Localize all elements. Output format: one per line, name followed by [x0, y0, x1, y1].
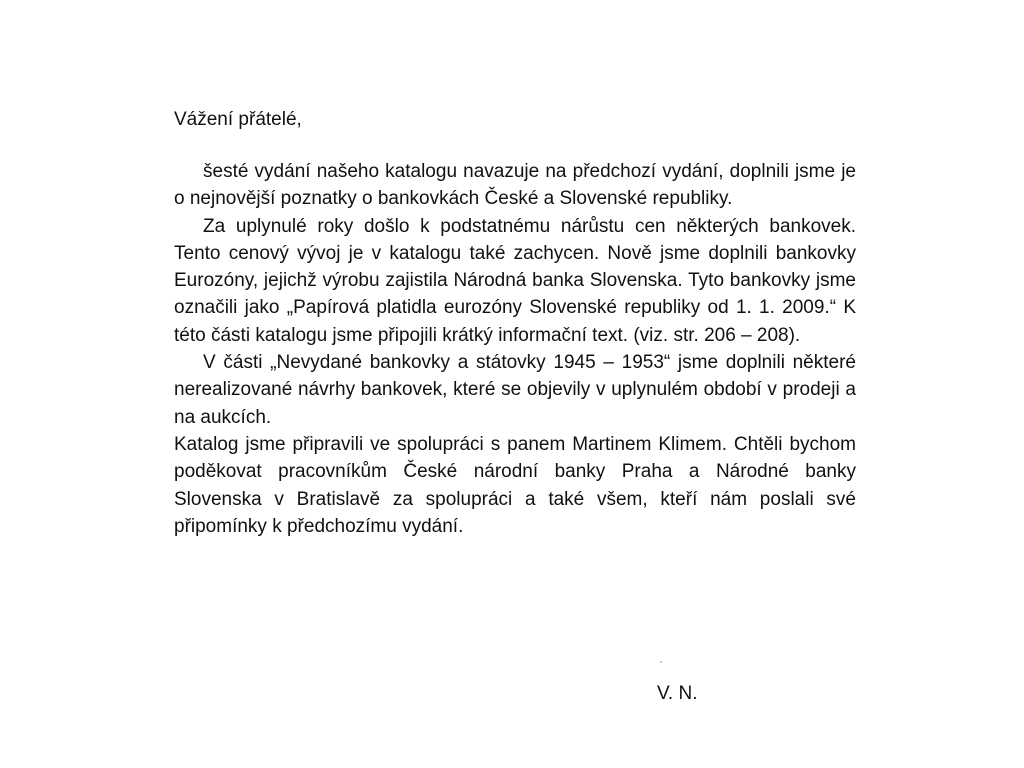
signature: V. N.	[657, 683, 698, 704]
salutation: Vážení přátelé,	[174, 109, 302, 130]
scan-speck	[660, 661, 662, 663]
letter-body	[174, 158, 856, 540]
paragraph-prices: Za uplynulé roky došlo k podstatnému nárůstu cen některých bankovek. Tento cenový vývoj je v katalogu také zachycen. Nově jsme doplnili bankovky Eurozóny, jejichž výrobu zajistila Národná banka Slovenska. Tyto bankovky jsme označili jako „Papírová platidla eurozóny Slovenské republiky od 1. 1. 2009.“ K této části katalogu jsme připojili krátký informační text. (viz. str. 206 – 208).	[174, 215, 856, 346]
paragraph-intro: šesté vydání našeho katalogu navazuje na předchozí vydání, doplnili jsme je o nejnovější poznatky o bankovkách České a Slovenské republiky.	[174, 161, 856, 210]
paragraph-unissued: V části „Nevydané bankovky a státovky 1945 – 1953“ jsme doplnili některé nerealizované návrhy bankovek, které se objevily v uplynulém období v prodeji a na aukcích.	[174, 352, 856, 428]
paragraph-acknowledgements: Katalog jsme připravili ve spolupráci s panem Martinem Klimem. Chtěli bychom poděkovat pracovníkům České národní banky Praha a Národné banky Slovenska v Bratislavě za spolupráci a také všem, kteří nám poslali své připomínky k předchozímu vydání.	[174, 433, 856, 537]
